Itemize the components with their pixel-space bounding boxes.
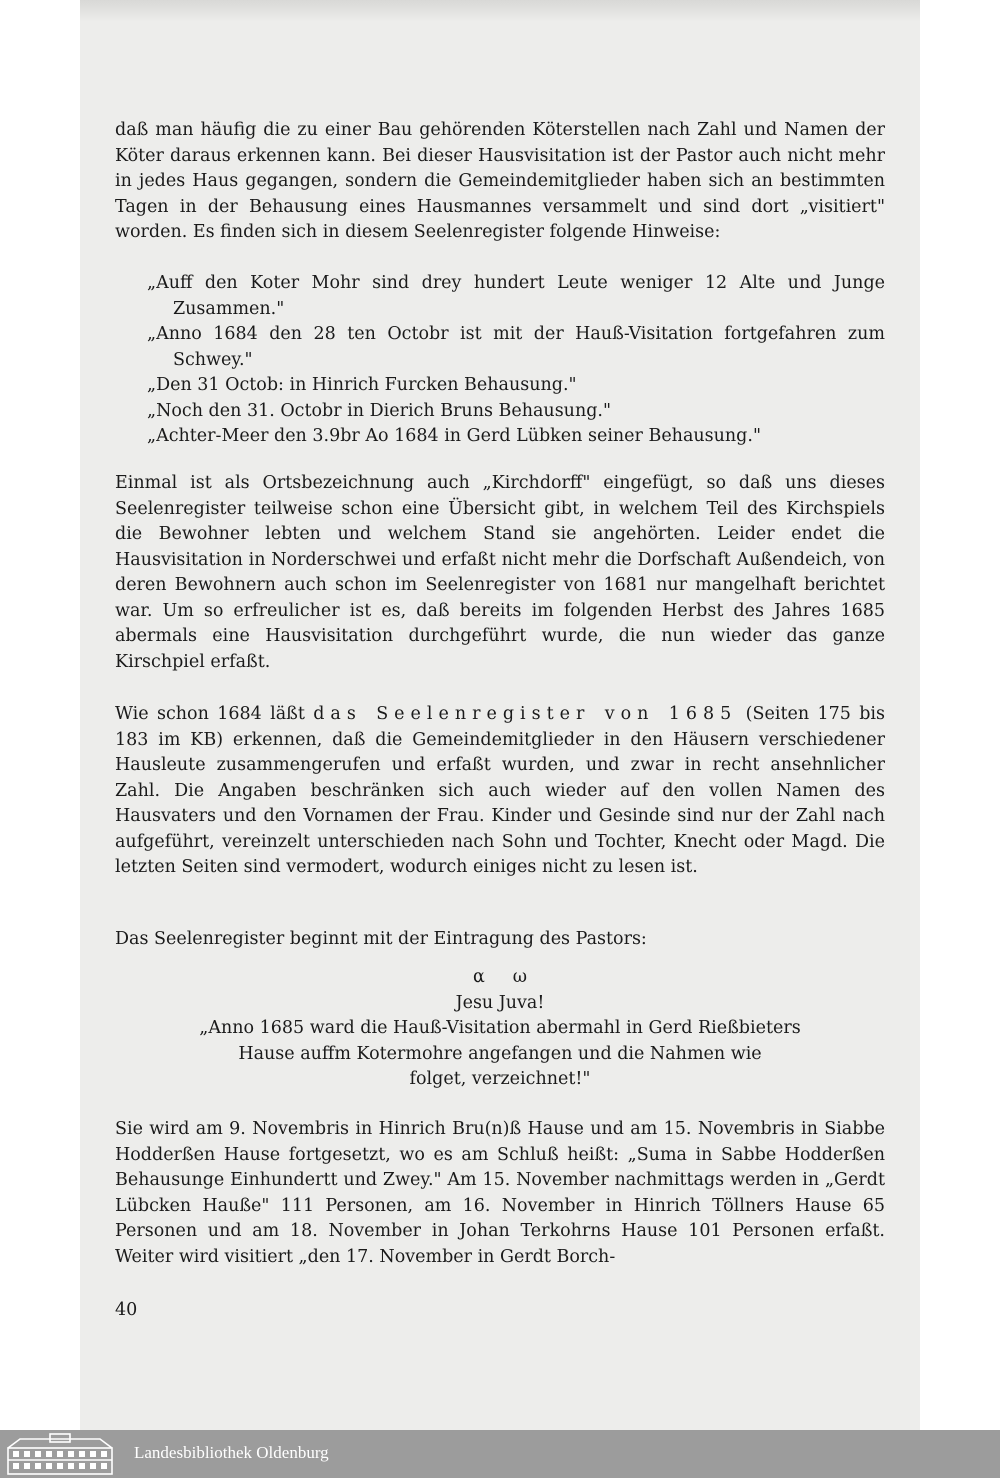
alpha-symbol: α [472, 967, 485, 987]
page-number: 40 [115, 1300, 138, 1320]
alpha-omega [115, 965, 885, 991]
omega-symbol: ω [512, 967, 528, 987]
paragraph-4: Das Seelenregister beginnt mit der Eintragung des Pastors: [115, 929, 647, 949]
quote-line: „Noch den 31. Octobr in Dierich Bruns Behausung." [147, 400, 612, 421]
quote-line: „Auff den Koter Mohr sind drey hundert Leute weniger 12 Alte und Junge Zusammen." [147, 273, 885, 319]
quote-line: „Den 31 Octob: in Hinrich Furcken Behausung." [147, 375, 577, 395]
paragraph-1: daß man häufig die zu einer Bau gehörenden Köterstellen nach Zahl und Namen der Köter daraus erkennen kann. Bei dieser Hausvisitation ist der Pastor auch nicht mehr in jedes Haus gegangen, sondern die Gemeindemitglieder haben sich an bestimmten Tagen in der Behausung eines Hausmannes versammelt und sind dort „visitiert" worden. Es finden sich in diesem Seelenregister folgende Hinweise: [115, 120, 885, 242]
footer-bar [0, 1430, 1000, 1478]
quote-line: „Anno 1684 den 28 ten Octobr ist mit der Hauß-Visitation fortgefahren zum Schwey." [147, 324, 885, 370]
paragraph-5: Sie wird am 9. Novembris in Hinrich Bru(n)ß Hause und am 15. Novembris in Siabbe Hodderßen Hause fortgesetzt, wo es am Schluß heißt: „Suma in Sabbe Hodderßen Behausunge Einhundertt und Zwey." Am 15. November nachmittags werden in „Gerdt Lübcken Hauße" 111 Personen, am 16. November in Hinrich Töllners Hause 65 Personen und am 18. November in Johan Terkohrns Hause 101 Personen erfaßt. Weiter wird visitiert „den 17. November in Gerdt Borch- [115, 1119, 885, 1267]
paragraph-2: Einmal ist als Ortsbezeichnung auch „Kirchdorff" eingefügt, so daß uns dieses Seelenregister teilweise schon eine Übersicht gibt, in welchem Teil des Kirchspiels die Bewohner lebten und welchem Stand sie angehörten. Leider endet die Hausvisitation in Norderschwei und erfaßt nicht mehr die Dorfschaft Außendeich, von deren Bewohnern auch schon im Seelenregister von 1681 nur mangelhaft berichtet war. Um so erfreulicher ist es, daß bereits im folgenden Herbst des Jahres 1685 abermals eine Hausvisitation durchgeführt wurde, die nun wieder das ganze Kirschpiel erfaßt. [115, 473, 885, 672]
inscription-line-4: folget, verzeichnet!" [409, 1069, 591, 1089]
paragraph-3-rest: (Seiten 175 bis 183 im KB) erkennen, daß die Gemeindemitglieder in den Häusern verschiedener Hausleute zusammengerufen und erfaßt wurden, und zwar in recht ansehnlicher Zahl. Die Angaben beschränken sich auch wieder auf den vollen Namen des Hausvaters und den Vornamen der Frau. Kinder und Gesinde sind nur der Zahl nach aufgeführt, vereinzelt unterschieden nach Sohn und Tochter, Knecht oder Magd. Die letzten Seiten sind vermodert, wodurch einiges nicht zu lesen ist. [115, 704, 886, 877]
paragraph-3 [115, 702, 885, 881]
inscription-line-1: Jesu Juva! [455, 992, 545, 1013]
page-top-shadow [80, 0, 920, 22]
quote-list [147, 271, 885, 450]
library-building-icon [0, 1430, 120, 1478]
paragraph-3-start: Wie schon 1684 läßt [115, 704, 314, 724]
inscription-line-2: „Anno 1685 ward die Hauß-Visitation abermahl in Gerd Rießbieters [199, 1018, 801, 1038]
spaced-emphasis: das Seelenregister von 1685 [313, 704, 738, 724]
library-name: Landesbibliothek Oldenburg [134, 1443, 329, 1462]
quote-line: „Achter-Meer den 3.9br Ao 1684 in Gerd Lübken seiner Behausung." [147, 426, 761, 446]
inscription-line-3: Hause auffm Kotermohre angefangen und die Nahmen wie [238, 1043, 762, 1064]
inscription [115, 965, 885, 1093]
